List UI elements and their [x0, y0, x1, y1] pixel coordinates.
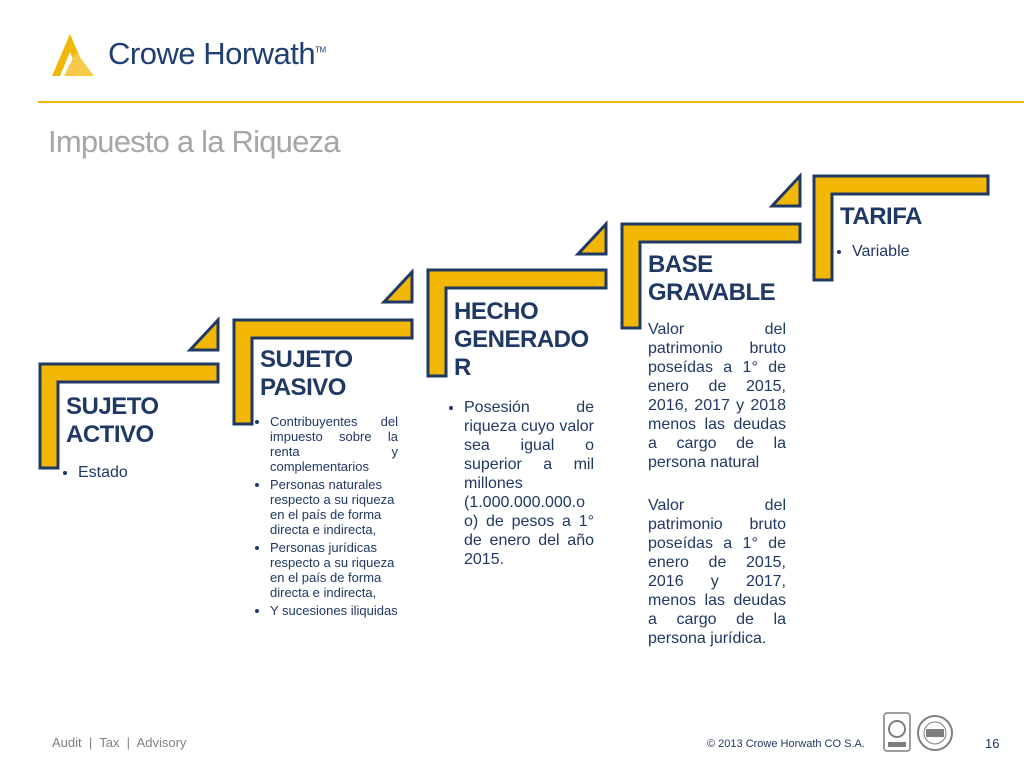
- step-heading-tarifa: TARIFA: [840, 203, 922, 230]
- step-heading-sujeto-activo: SUJETO ACTIVO: [66, 393, 159, 448]
- step-body-sujeto-activo: [66, 463, 206, 482]
- paragraph: Valor del patrimonio bruto poseídas a 1° de enero de 2015, 2016, 2017 y 2018 menos las deudas a cargo de la persona natural: [648, 321, 786, 471]
- step-heading-sujeto-pasivo: SUJETO PASIVO: [260, 346, 353, 401]
- footer-services: Audit | Tax | Advisory: [52, 735, 187, 750]
- list-item: • Y sucesiones iliquidas: [270, 603, 398, 618]
- step-body-base-gravable: [648, 320, 786, 672]
- list-item: • Posesión de riqueza cuyo valor sea igual o superior a mil millones (1.000.000.000.o o) de pesos a 1° de enero del año 2015.: [464, 398, 594, 569]
- page-title: Impuesto a la Riqueza: [48, 124, 340, 159]
- certification-badges-icon: [883, 712, 953, 754]
- list-item: • Estado: [78, 463, 206, 482]
- step-body-sujeto-pasivo: [258, 414, 398, 621]
- step-body-hecho-generador: [452, 398, 594, 569]
- step-heading-hecho-generador: HECHO GENERADO R: [454, 298, 589, 381]
- page-number: 16: [985, 736, 1000, 751]
- list-item: • Contribuyentes del impuesto sobre la renta y complementarios: [270, 414, 398, 474]
- paragraph: Valor del patrimonio bruto poseídas a 1° de enero de 2015, 2016 y 2017, menos las deudas a cargo de la persona jurídica.: [648, 497, 786, 647]
- list-item: • Personas naturales respecto a su riqueza en el país de forma directa e indirecta,: [270, 477, 398, 537]
- list-item: • Variable: [852, 242, 980, 261]
- step-heading-base-gravable: BASE GRAVABLE: [648, 251, 776, 306]
- list-item: • Personas jurídicas respecto a su riqueza en el país de forma directa e indirecta,: [270, 540, 398, 600]
- step-body-tarifa: [840, 242, 980, 261]
- footer-copyright: © 2013 Crowe Horwath CO S.A.: [707, 738, 865, 750]
- logo-wordmark: Crowe Horwath™: [108, 36, 326, 71]
